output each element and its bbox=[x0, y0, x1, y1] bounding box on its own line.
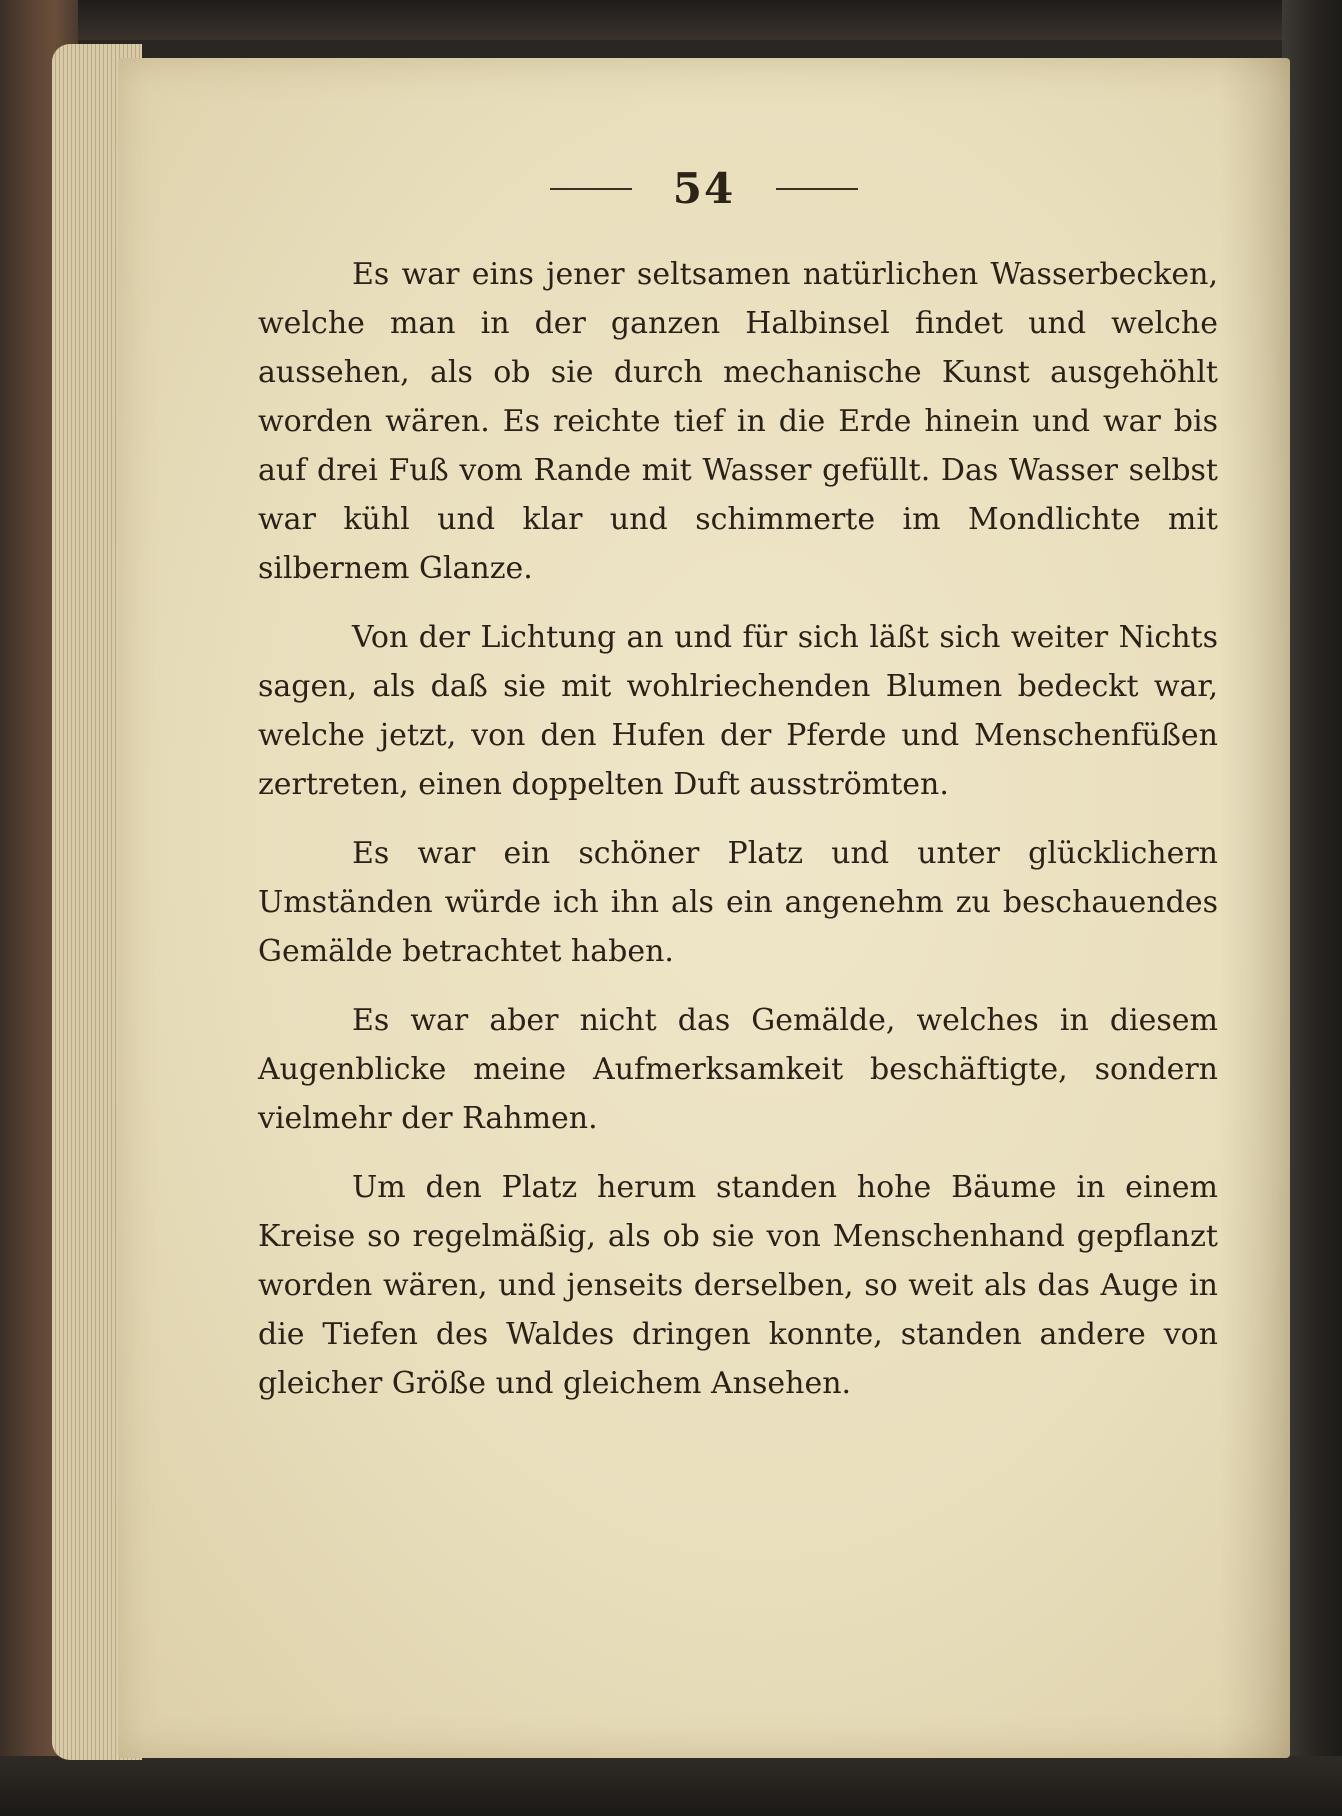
header-rule-right bbox=[776, 188, 858, 190]
paragraph: Es war ein schöner Platz und unter glücklichern Umständen würde ich ihn als ein angenehm zu beschauendes Gemälde betrachtet haben. bbox=[258, 836, 1218, 969]
paragraph: Es war eins jener seltsamen natürlichen Wasserbecken, welche man in der ganzen Halbinsel findet und welche aussehen, als ob sie durch mechanische Kunst ausgehöhlt worden wären. Es reichte tief in die Erde hinein und war bis auf drei Fuß vom Rande mit Wasser gefüllt. Das Wasser selbst war kühl und klar und schimmerte im Mondlichte mit silbernem Glanze. bbox=[258, 257, 1218, 586]
book-spine-right-edge bbox=[1282, 0, 1342, 1816]
page-header bbox=[118, 164, 1290, 213]
paragraph: Es war aber nicht das Gemälde, welches in diesem Augenblicke meine Aufmerksamkeit beschäftigte, sondern vielmehr der Rahmen. bbox=[258, 1003, 1218, 1136]
book-cover-top-edge bbox=[0, 0, 1342, 40]
page-number: 54 bbox=[672, 164, 736, 213]
header-rule-left bbox=[550, 188, 632, 190]
paragraph: Um den Platz herum standen hohe Bäume in einem Kreise so regelmäßig, als ob sie von Menschenhand gepflanzt worden wären, und jenseits derselben, so weit als das Auge in die Tiefen des Waldes dringen konnte, standen andere von gleicher Größe und gleichem Ansehen. bbox=[258, 1170, 1218, 1401]
paragraph: Von der Lichtung an und für sich läßt sich weiter Nichts sagen, als daß sie mit wohlriechenden Blumen bedeckt war, welche jetzt, von den Hufen der Pferde und Menschenfüßen zertreten, einen doppelten Duft ausströmten. bbox=[258, 620, 1218, 802]
book-cover-bottom-edge bbox=[0, 1756, 1342, 1816]
body-text bbox=[258, 250, 1218, 1428]
gutter-shadow bbox=[1220, 58, 1290, 1758]
